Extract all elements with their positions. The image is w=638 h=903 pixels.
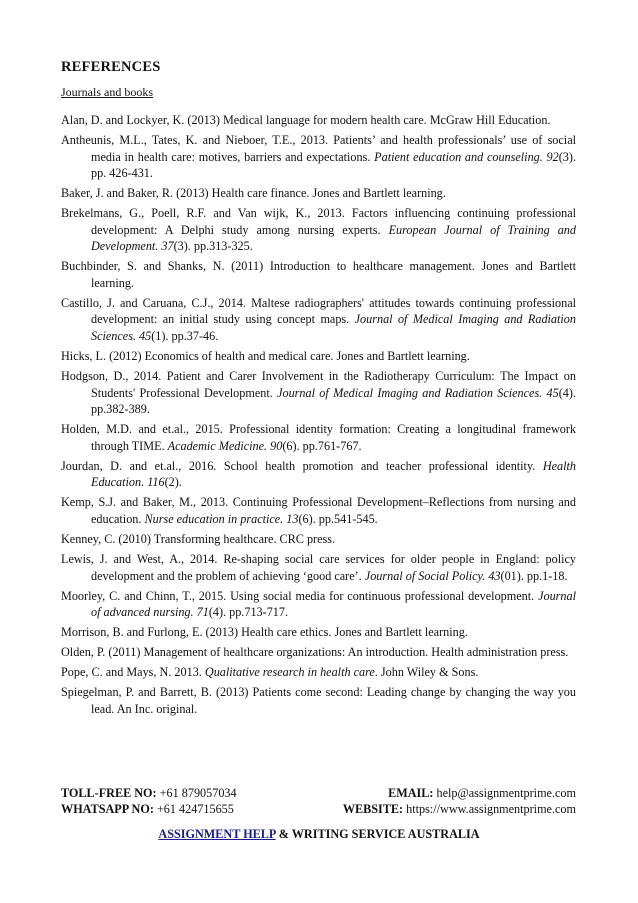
reference-entry bbox=[61, 644, 576, 661]
reference-pages: (3). pp. 426-431. bbox=[91, 149, 577, 181]
reference-pages: (6). pp.761-767. bbox=[282, 438, 362, 453]
reference-source: Nurse education in practice. 13 bbox=[144, 511, 299, 526]
reference-entry bbox=[61, 458, 576, 491]
reference-entry bbox=[61, 185, 576, 202]
reference-entry bbox=[61, 421, 576, 454]
reference-text: Baker, J. and Baker, R. (2013) Health care finance. Jones and Bartlett learning. bbox=[61, 186, 446, 201]
service-banner bbox=[0, 827, 638, 842]
reference-text: Kemp, S.J. and Baker, M., 2013. Continuing Professional Development–Reflections from nursing and education. bbox=[61, 495, 576, 526]
reference-source: Qualitative research in health care bbox=[204, 665, 375, 680]
reference-text: Buchbinder, S. and Shanks, N. (2011) Introduction to healthcare management. Jones and Bartlett learning. bbox=[61, 259, 576, 290]
reference-entry bbox=[61, 112, 576, 129]
email-info bbox=[388, 785, 576, 801]
website-info bbox=[343, 801, 576, 817]
reference-entry bbox=[61, 348, 576, 365]
reference-text: Spiegelman, P. and Barrett, B. (2013) Patients come second: Leading change by changing the way you lead. An Inc. original. bbox=[61, 685, 576, 716]
reference-text: Hodgson, D., 2014. Patient and Carer Involvement in the Radiotherapy Curriculum: The Impact on Students' Professional Development. bbox=[61, 369, 576, 400]
reference-entry bbox=[61, 664, 576, 681]
reference-pages: (4). pp.382-389. bbox=[91, 385, 576, 417]
reference-text: Castillo, J. and Caruana, C.J., 2014. Maltese radiographers' attitudes towards continuing professional development: an initial study using concept maps. bbox=[61, 295, 576, 327]
tollfree-label: TOLL-FREE NO: bbox=[61, 786, 157, 800]
reference-source: Journal of Medical Imaging and Radiation Sciences. 45 bbox=[277, 385, 559, 400]
reference-entry bbox=[61, 588, 576, 621]
reference-source: European Journal of Training and Development. 37 bbox=[91, 222, 576, 254]
whatsapp-label: WHATSAPP NO: bbox=[61, 802, 154, 816]
reference-source: Academic Medicine. 90 bbox=[167, 438, 283, 453]
references-section bbox=[61, 59, 576, 721]
whatsapp-info bbox=[61, 801, 234, 817]
reference-pages: (2). bbox=[164, 475, 182, 490]
reference-entry bbox=[61, 494, 576, 527]
reference-entry bbox=[61, 531, 576, 548]
contact-footer bbox=[61, 785, 576, 817]
reference-text: Lewis, J. and West, A., 2014. Re-shaping social care services for older people in England: policy development and the problem of achieving ‘good care’. bbox=[61, 551, 576, 583]
reference-text: Kenney, C. (2010) Transforming healthcare. CRC press. bbox=[61, 531, 336, 546]
references-list bbox=[61, 112, 576, 717]
reference-entry bbox=[61, 551, 576, 584]
reference-pages: (4). pp.713-717. bbox=[208, 605, 289, 620]
reference-source: Journal of Social Policy. 43 bbox=[364, 568, 501, 583]
reference-entry bbox=[61, 368, 576, 418]
tollfree-info bbox=[61, 785, 237, 801]
reference-text: Alan, D. and Lockyer, K. (2013) Medical language for modern health care. McGraw Hill Education. bbox=[61, 113, 551, 127]
reference-source: Journal of advanced nursing. 71 bbox=[91, 588, 576, 620]
journals-subheading: Journals and books bbox=[61, 85, 153, 99]
reference-text: Morrison, B. and Furlong, E. (2013) Health care ethics. Jones and Bartlett learning. bbox=[61, 625, 468, 640]
reference-entry bbox=[61, 295, 576, 345]
reference-text: Antheunis, M.L., Tates, K. and Nieboer, T.E., 2013. Patients’ and health professionals’ use of social media in health care: motives, barriers and expectations. bbox=[61, 132, 576, 164]
reference-pages: (01). pp.1-18. bbox=[500, 568, 568, 583]
website-label: WEBSITE: bbox=[342, 802, 404, 816]
website-url[interactable]: https://www.assignmentprime.com bbox=[406, 802, 576, 816]
assignment-help-link[interactable]: ASSIGNMENT HELP bbox=[158, 827, 276, 841]
reference-text: Pope, C. and Mays, N. 2013. bbox=[61, 665, 205, 680]
reference-entry bbox=[61, 132, 576, 182]
reference-pages: . John Wiley & Sons. bbox=[374, 665, 479, 680]
reference-pages: (1). pp.37-46. bbox=[151, 329, 219, 344]
reference-pages: (6). pp.541-545. bbox=[298, 511, 378, 526]
email-address[interactable]: help@assignmentprime.com bbox=[436, 786, 576, 800]
reference-entry bbox=[61, 205, 576, 255]
reference-source: Patient education and counseling. 92 bbox=[374, 149, 559, 164]
footer-row-1 bbox=[61, 785, 576, 801]
banner-rest-text: & WRITING SERVICE AUSTRALIA bbox=[275, 827, 480, 841]
whatsapp-number[interactable]: +61 424715655 bbox=[156, 802, 234, 816]
reference-entry bbox=[61, 624, 576, 641]
reference-pages: (3). pp.313-325. bbox=[173, 239, 253, 254]
reference-entry bbox=[61, 258, 576, 291]
reference-entry bbox=[61, 684, 576, 717]
references-heading: REFERENCES bbox=[61, 59, 161, 75]
reference-text: Jourdan, D. and et.al., 2016. School health promotion and teacher professional identity. bbox=[61, 458, 543, 473]
reference-text: Hicks, L. (2012) Economics of health and medical care. Jones and Bartlett learning. bbox=[61, 349, 470, 364]
reference-text: Brekelmans, G., Poell, R.F. and Van wijk, K., 2013. Factors influencing continuing professional development: A Delphi study among nursing experts. bbox=[61, 206, 576, 237]
reference-text: Olden, P. (2011) Management of healthcare organizations: An introduction. Health administration press. bbox=[61, 645, 569, 660]
reference-source: Health Education. 116 bbox=[91, 458, 576, 490]
email-label: EMAIL: bbox=[388, 786, 434, 800]
reference-text: Holden, M.D. and et.al., 2015. Professional identity formation: Creating a longitudinal framework through TIME. bbox=[61, 422, 576, 453]
reference-source: Journal of Medical Imaging and Radiation Sciences. 45 bbox=[91, 312, 576, 344]
footer-row-2 bbox=[61, 801, 576, 817]
reference-text: Moorley, C. and Chinn, T., 2015. Using social media for continuous professional development. bbox=[61, 588, 539, 603]
tollfree-number[interactable]: +61 879057034 bbox=[159, 786, 237, 800]
